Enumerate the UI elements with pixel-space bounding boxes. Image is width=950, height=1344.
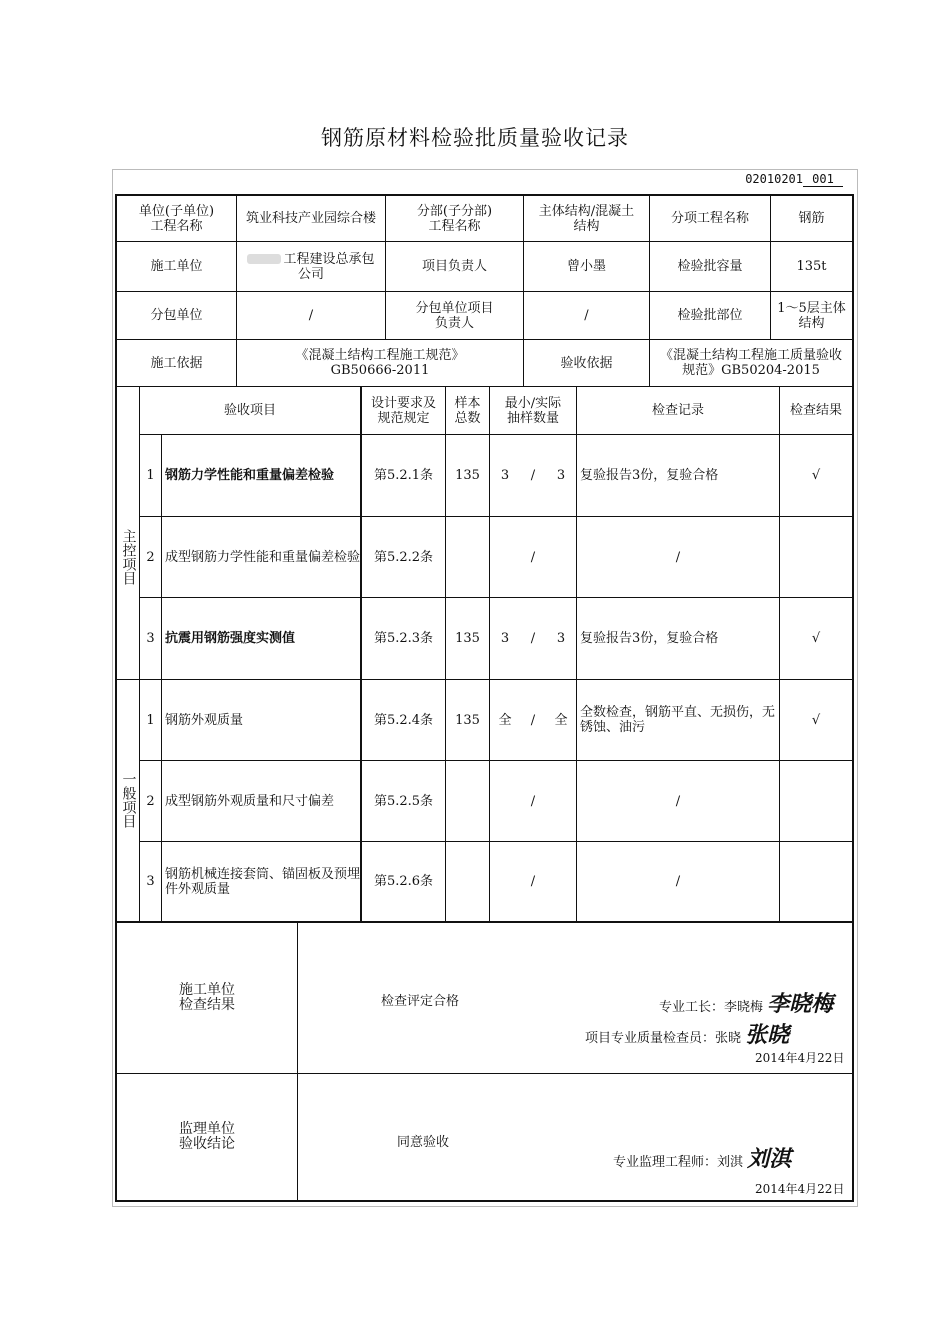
- subdivision-value: 主体结构/混凝土结构: [538, 203, 635, 234]
- unit-name-label: 单位(子单位) 工程名称: [138, 203, 215, 234]
- supervisor-line: 专业监理工程师：刘淇 刘淇: [613, 1146, 792, 1172]
- acceptance-basis-value: 《混凝土结构工程施工质量验收规范》GB50204-2015: [659, 348, 842, 378]
- sub-pm-value: /: [584, 308, 589, 323]
- header-record: 检查记录: [651, 403, 704, 418]
- batch-location-value: 1～5层主体结构: [777, 300, 846, 331]
- header-item: 验收项目: [223, 403, 276, 418]
- supervision-label: 监理单位 验收结论: [179, 1121, 235, 1152]
- header-sample: 样本 总数: [454, 395, 481, 426]
- unit-name-value: 筑业科技产业园综合楼: [245, 211, 376, 226]
- sub-pm-label: 分包单位项目 负责人: [415, 300, 494, 331]
- item-name-label: 分项工程名称: [670, 211, 749, 226]
- foreman-signature: 李晓梅: [767, 991, 834, 1017]
- item-name-value: 钢筋: [798, 211, 825, 226]
- construction-basis-value: 《混凝土结构工程施工规范》 GB50666-2011: [295, 348, 465, 378]
- inspector-line: 项目专业质量检查员：张晓 张晓: [585, 1022, 790, 1048]
- acceptance-basis-label: 验收依据: [560, 355, 613, 371]
- header-result: 检查结果: [789, 403, 842, 418]
- construction-conclusion: 检查评定合格: [381, 994, 460, 1009]
- batch-capacity-value: 135t: [796, 259, 827, 274]
- construction-check-label: 施工单位 检查结果: [179, 982, 235, 1013]
- supervision-conclusion: 同意验收: [397, 1135, 450, 1150]
- record-code-suffix: 001: [803, 172, 843, 187]
- redacted-mark: [247, 254, 281, 264]
- project-manager-label: 项目负责人: [421, 259, 487, 274]
- header-min-actual: 最小/实际 抽样数量: [504, 395, 562, 426]
- construction-basis-label: 施工依据: [150, 355, 203, 371]
- general-group-label: 一般项目: [120, 772, 137, 828]
- main-control-group-label: 主控项目: [120, 528, 137, 585]
- header-design: 设计要求及 规范规定: [370, 395, 436, 426]
- foreman-line: 专业工长：李晓梅 李晓梅: [659, 991, 834, 1017]
- project-manager-value: 曾小墨: [566, 259, 606, 274]
- contractor-label: 施工单位: [150, 259, 203, 274]
- supervisor-signature: 刘淇: [747, 1146, 792, 1172]
- supervision-date: 2014年4月22日: [755, 1182, 845, 1196]
- batch-location-label: 检验批部位: [677, 308, 743, 323]
- page-title: 钢筋原材料检验批质量验收记录: [321, 126, 629, 150]
- subcontractor-label: 分包单位: [150, 308, 203, 323]
- construction-date: 2014年4月22日: [755, 1051, 845, 1065]
- inspection-record-sheet: 02010201 001 单位(子单位) 工程名称 筑业科技产业园综合楼 分部(子分部) 工程名称 主体结构/混凝土结构 分项工程名称 钢筋 施工单位 工程建设总承包公司 项目负责人 曾小墨 检验批容量 135t 分包单位 / 分包单位项目 负责人 / 检验批部位 1～5层主体结构 施工依据 《混凝土结构工程施工规范》 GB50666-2011 验收依据 《混凝土结构工程施工质量验收规范》GB50204-2015 验收项目 设计要求及 规范规定 样本 总数 最小/实际 抽样数量 检查记录 检查结果 主控项目 一般项目 1 钢筋力学性能和重量偏差检验 第5.2.1条 135 3 / 3 复验报告3份，复验合格 √ 2 成型钢筋力学性能和重量偏差检验 第5.2.2条 / / 3 抗震用钢筋强度实测值 第5.2.3条 135 3 / 3 复验报告3份，复验合格 √ 1 钢筋外观质量 第5.2.4条 135 全 / 全 全数检查，钢筋平直、无损伤，无锈蚀、油污 √ 2 成型钢筋外观质量和尺寸偏差 第5.2.5条 / / 3 钢筋机械连接套筒、锚固板及预埋件外观质量 第5.2.6条 / / 施工单位 检查结果 检查评定合格 专业工长：李晓梅 李晓梅 项目专业质量检查员：张晓 张晓 2014年4月22日 监理单位 验收结论 同意验收 专业监理工程师：刘淇 刘淇 2014年4月22日: [112, 169, 858, 1207]
- record-code: 02010201 001: [745, 172, 843, 187]
- subcontractor-value: /: [308, 308, 314, 323]
- inspector-signature: 张晓: [745, 1022, 790, 1048]
- contractor-value: 工程建设总承包公司: [237, 242, 385, 291]
- subdivision-label: 分部(子分部) 工程名称: [416, 203, 493, 234]
- batch-capacity-label: 检验批容量: [677, 259, 743, 274]
